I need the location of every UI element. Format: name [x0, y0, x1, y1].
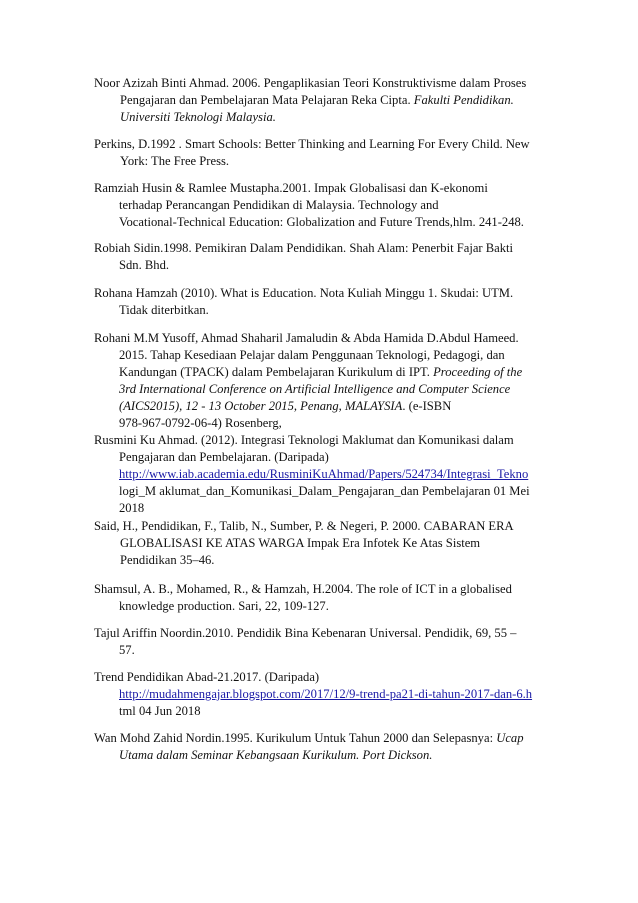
reference-line: Rusmini Ku Ahmad. (2012). Integrasi Teknologi Maklumat dan Komunikasi dalam	[94, 433, 514, 447]
reference-line: 2018	[119, 501, 145, 515]
reference-italic-text: Ucap	[496, 731, 524, 745]
reference-line	[120, 93, 514, 108]
reference-line: Rohani M.M Yusoff, Ahmad Shaharil Jamaludin & Abda Hamida D.Abdul Hameed.	[94, 331, 519, 345]
reference-line: York: The Free Press.	[120, 154, 230, 168]
reference-italic-line: 3rd International Conference on Artificial Intelligence and Computer Science	[119, 382, 511, 396]
reference-line: Pengajaran dan Pembelajaran. (Daripada)	[119, 450, 329, 464]
reference-line: Tajul Ariffin Noordin.2010. Pendidik Bina Kebenaran Universal. Pendidik, 69, 55 –	[94, 626, 517, 640]
reference-italic-text: Proceeding of the	[433, 365, 523, 379]
reference-line: logi_M aklumat_dan_Komunikasi_Dalam_Pengajaran_dan Pembelajaran 01 Mei	[119, 484, 530, 498]
reference-text: Kandungan (TPACK) dalam Pembelajaran Kurikulum di IPT.	[119, 365, 434, 379]
reference-line: Shamsul, A. B., Mohamed, R., & Hamzah, H.2004. The role of ICT in a globalised	[94, 582, 512, 596]
reference-url-link[interactable]: http://mudahmengajar.blogspot.com/2017/12/9-trend-pa21-di-tahun-2017-dan-6.h	[119, 687, 533, 701]
reference-line: Said, H., Pendidikan, F., Talib, N., Sumber, P. & Negeri, P. 2000. CABARAN ERA	[94, 519, 514, 533]
reference-italic-text: (AICS2015), 12 - 13 October 2015, Penang, MALAYSIA	[119, 399, 403, 413]
reference-line: Vocational-Technical Education: Globalization and Future Trends,hlm. 241-248.	[119, 215, 524, 229]
reference-line: Noor Azizah Binti Ahmad. 2006. Pengaplikasian Teori Konstruktivisme dalam Proses	[94, 76, 527, 90]
reference-line: 978-967-0792-06-4) Rosenberg,	[119, 416, 282, 430]
reference-line: Sdn. Bhd.	[119, 258, 170, 272]
reference-line	[119, 365, 522, 380]
reference-line	[119, 399, 451, 414]
reference-italic-line: Universiti Teknologi Malaysia.	[120, 110, 276, 124]
reference-line: Ramziah Husin & Ramlee Mustapha.2001. Impak Globalisasi dan K-ekonomi	[94, 181, 488, 195]
reference-line: knowledge production. Sari, 22, 109-127.	[119, 599, 329, 613]
reference-italic-line: Utama dalam Seminar Kebangsaan Kurikulum. Port Dickson.	[119, 748, 433, 762]
reference-line: GLOBALISASI KE ATAS WARGA Impak Era Infotek Ke Atas Sistem	[120, 536, 481, 550]
reference-text: Pengajaran dan Pembelajaran Mata Pelajaran Reka Cipta.	[120, 93, 414, 107]
reference-line: 2015. Tahap Kesediaan Pelajar dalam Penggunaan Teknologi, Pedagogi, dan	[119, 348, 505, 362]
reference-italic-text: Fakulti Pendidikan.	[413, 93, 514, 107]
reference-url-link[interactable]: http://www.iab.academia.edu/RusminiKuAhmad/Papers/524734/Integrasi_Tekno	[119, 467, 529, 481]
reference-text: Wan Mohd Zahid Nordin.1995. Kurikulum Untuk Tahun 2000 dan Selepasnya:	[94, 731, 497, 745]
reference-text: . (e-ISBN	[402, 399, 452, 413]
reference-line: tml 04 Jun 2018	[119, 704, 201, 718]
reference-line: Pendidikan 35–46.	[120, 553, 215, 567]
reference-line: Robiah Sidin.1998. Pemikiran Dalam Pendidikan. Shah Alam: Penerbit Fajar Bakti	[94, 241, 514, 255]
reference-line: Perkins, D.1992 . Smart Schools: Better Thinking and Learning For Every Child. New	[94, 137, 530, 151]
reference-line: Trend Pendidikan Abad-21.2017. (Daripada)	[94, 670, 320, 684]
reference-line: Rohana Hamzah (2010). What is Education. Nota Kuliah Minggu 1. Skudai: UTM.	[94, 286, 514, 300]
reference-line: terhadap Perancangan Pendidikan di Malaysia. Technology and	[119, 198, 439, 212]
reference-line: Tidak diterbitkan.	[119, 303, 209, 317]
reference-line	[94, 731, 524, 746]
reference-line: 57.	[119, 643, 135, 657]
